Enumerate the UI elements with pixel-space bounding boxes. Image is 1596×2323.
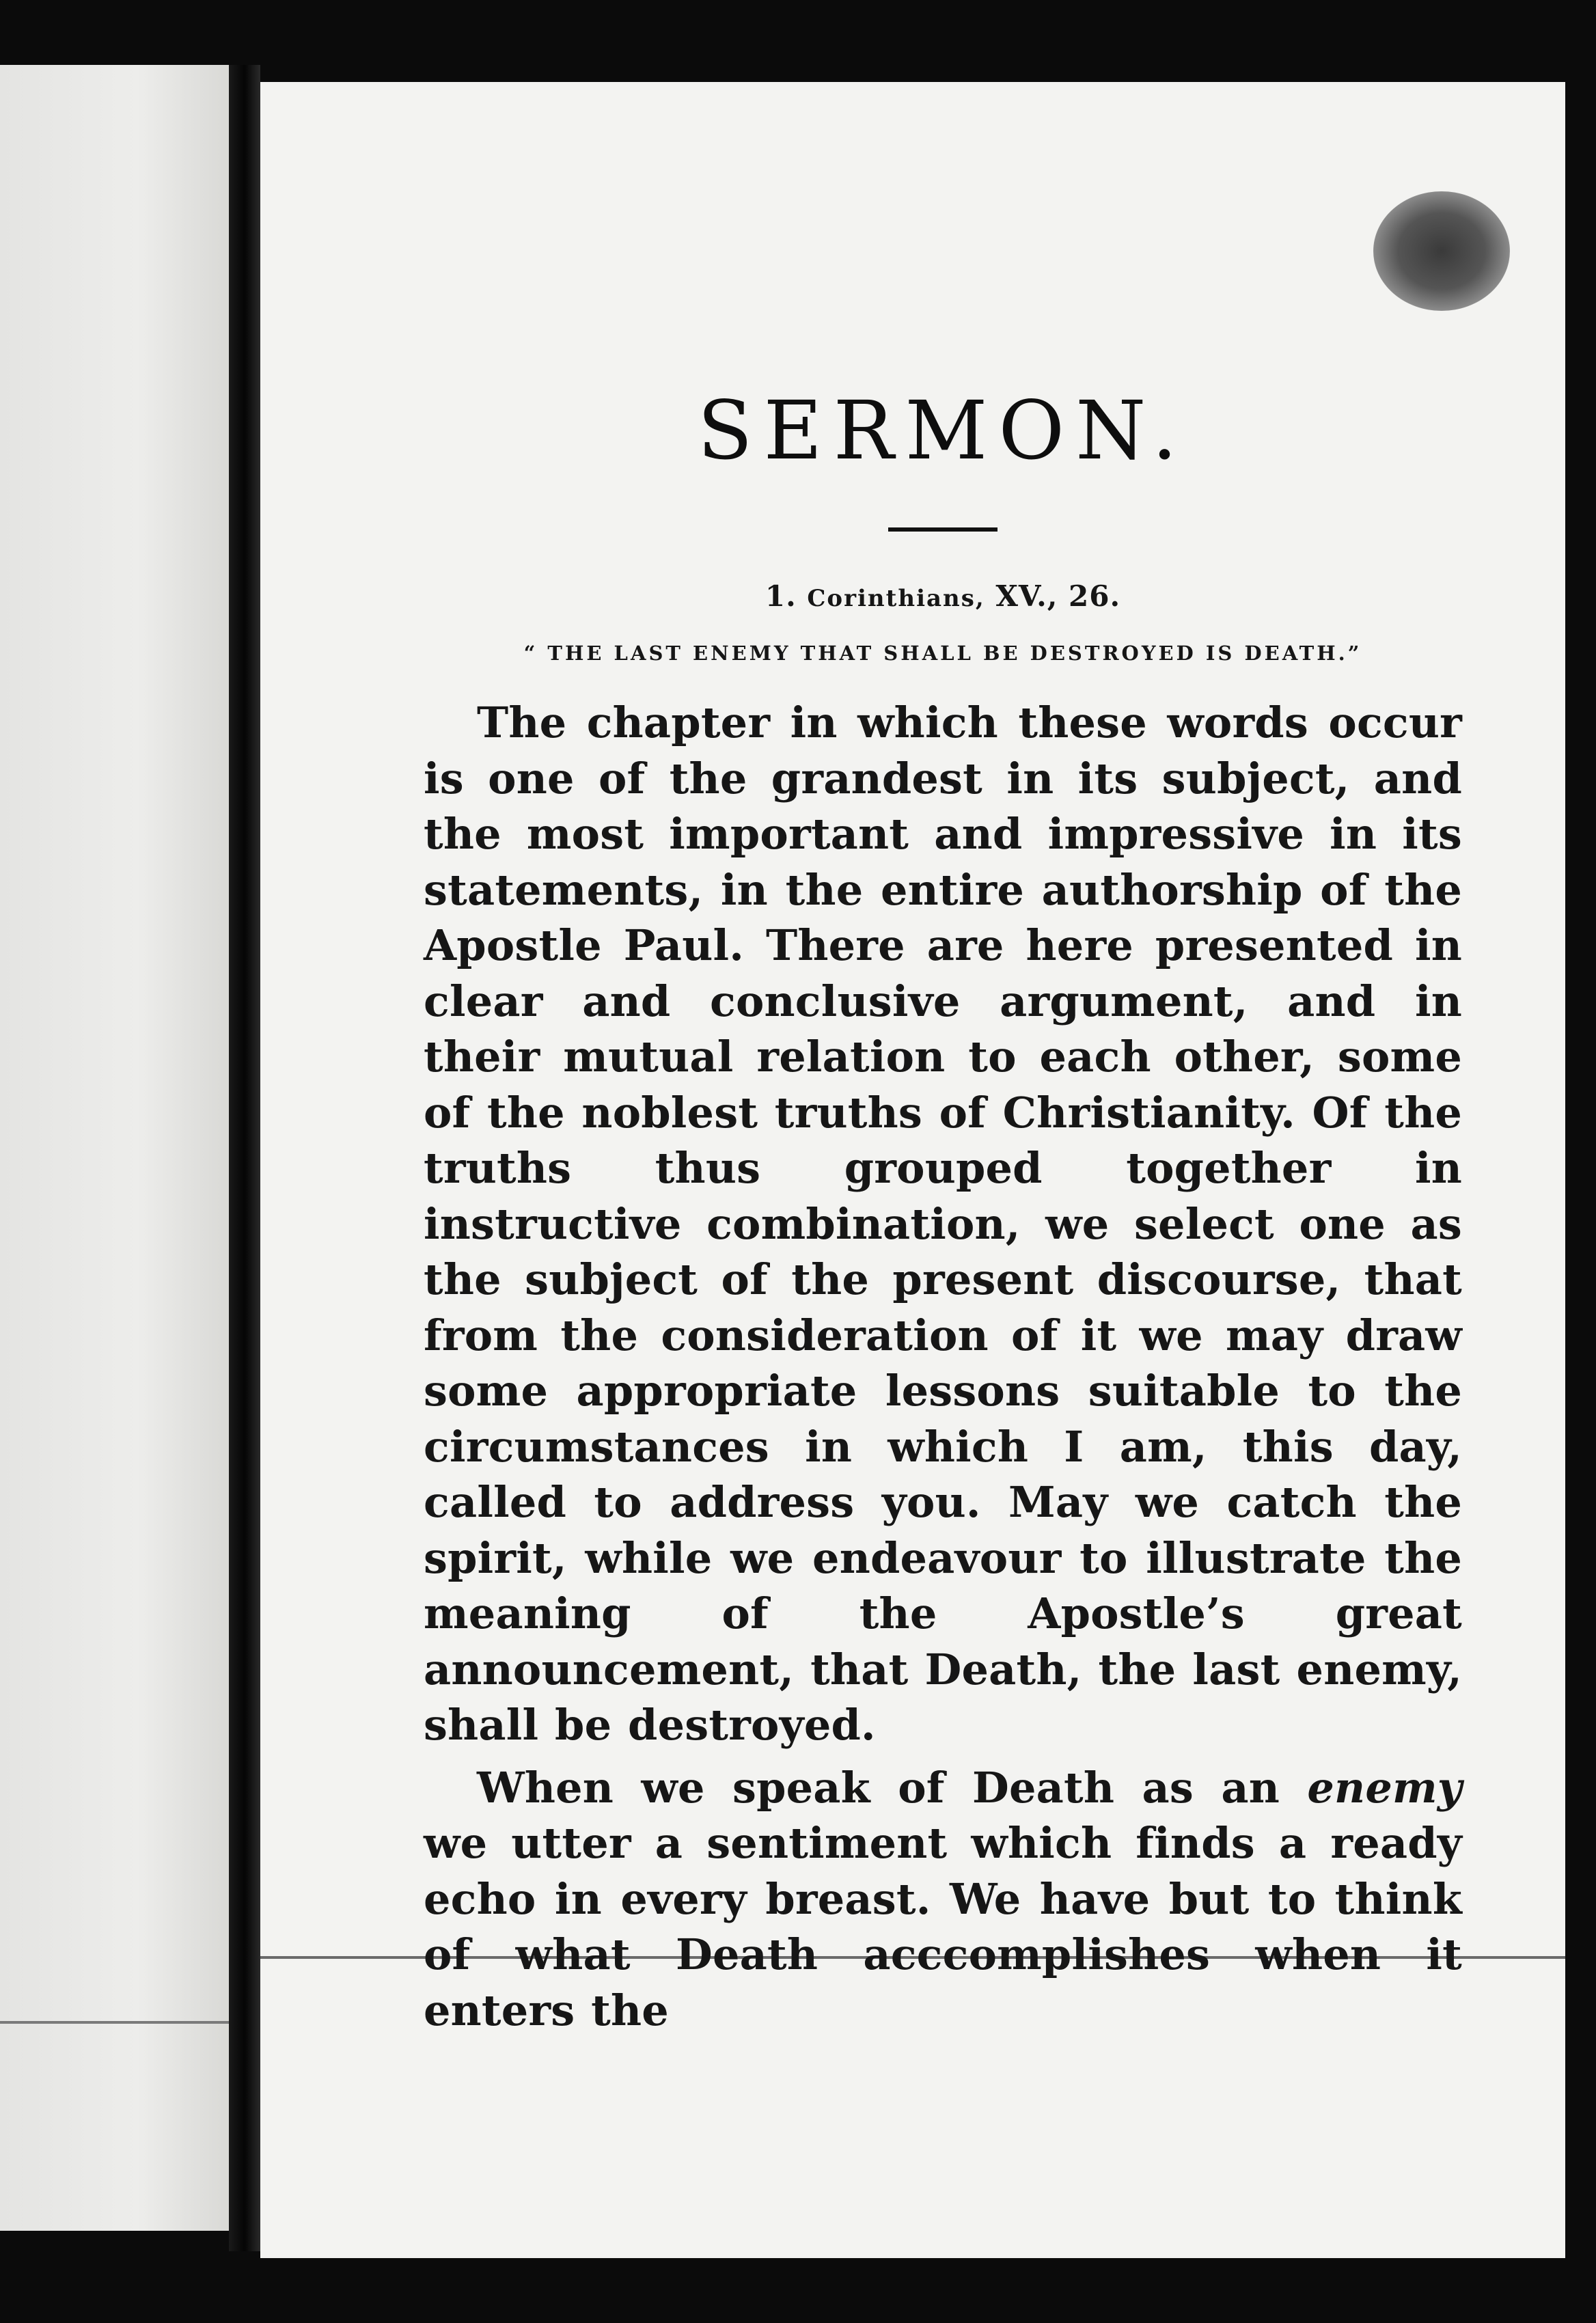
ink-stain — [1373, 191, 1510, 311]
page-title: SERMON. — [697, 383, 1189, 478]
scripture-reference — [424, 579, 1462, 613]
reference-verse: XV., 26. — [995, 579, 1121, 613]
emphasis-text: enemy — [1307, 1762, 1462, 1813]
title-rule — [888, 527, 998, 532]
reference-number: 1. — [765, 579, 797, 613]
reference-book: Corinthians, — [807, 585, 985, 612]
page-content — [424, 383, 1462, 2038]
paragraph-text: When we speak of Death as an — [477, 1762, 1280, 1813]
book-gutter — [229, 65, 260, 2251]
scripture-quote: “ THE LAST ENEMY THAT SHALL BE DESTROYED IS DEATH.” — [523, 642, 1362, 665]
sermon-body — [424, 695, 1462, 2038]
paragraph — [424, 1760, 1462, 2039]
facing-page — [0, 65, 229, 2231]
paragraph-text: we utter a sentiment which finds a ready echo in every breast. We have but to think of what Death acccomplishes when it enters the — [424, 1818, 1462, 2035]
paragraph: The chapter in which these words occur is one of the grandest in its subject, and the most important and impressive in its statements, in the entire authorship of the Apostle Paul. There are here presented in clear and conclusive argument, and in their mutual relation to each other, some of the noblest truths of Christianity. Of the truths thus grouped together in instructive combination, we select one as the subject of the present discourse, that from the consideration of it we may draw some appropriate lessons suitable to the circumstances in which I am, this day, called to address you. May we catch the spirit, while we endeavour to illustrate the meaning of the Apostle’s great announcement, that Death, the last enemy, shall be destroyed. — [424, 698, 1462, 1750]
scan-line — [0, 2021, 229, 2024]
